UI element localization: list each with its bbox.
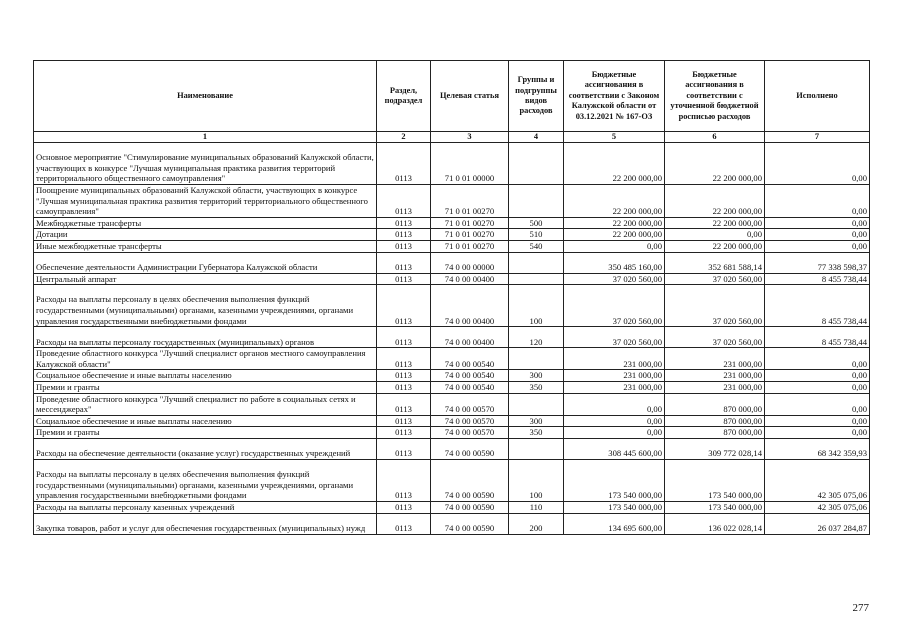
row-name: Расходы на обеспечение деятельности (оказание услуг) государственных учреждений xyxy=(34,438,377,459)
row-name: Межбюджетные трансферты xyxy=(34,217,377,229)
table-row xyxy=(34,459,870,501)
row-done-amount: 68 342 359,93 xyxy=(765,438,870,459)
row-section: 0113 xyxy=(377,348,431,370)
row-target: 74 0 00 00000 xyxy=(431,252,509,273)
row-section: 0113 xyxy=(377,273,431,285)
row-name: Закупка товаров, работ и услуг для обеспечения государственных (муниципальных) нужд xyxy=(34,513,377,534)
row-law-amount: 37 020 560,00 xyxy=(564,273,665,285)
col-number: 5 xyxy=(564,132,665,143)
row-law-amount: 231 000,00 xyxy=(564,370,665,382)
row-target: 71 0 01 00000 xyxy=(431,143,509,185)
row-group xyxy=(509,252,564,273)
row-done-amount: 77 338 598,37 xyxy=(765,252,870,273)
row-plan-amount: 0,00 xyxy=(665,229,765,241)
row-section: 0113 xyxy=(377,217,431,229)
row-law-amount: 350 485 160,00 xyxy=(564,252,665,273)
table-row xyxy=(34,393,870,415)
row-group: 300 xyxy=(509,415,564,427)
row-name: Расходы на выплаты персоналу государственных (муниципальных) органов xyxy=(34,327,377,348)
row-law-amount: 22 200 000,00 xyxy=(564,217,665,229)
col-number: 6 xyxy=(665,132,765,143)
row-target: 74 0 00 00570 xyxy=(431,415,509,427)
header-law: Бюджетные ассигнования в соответствии с Законом Калужской области от 03.12.2021 № 167-ОЗ xyxy=(564,61,665,132)
row-plan-amount: 870 000,00 xyxy=(665,427,765,439)
header-section: Раздел, подраздел xyxy=(377,61,431,132)
row-done-amount: 0,00 xyxy=(765,427,870,439)
table-row xyxy=(34,501,870,513)
row-done-amount: 0,00 xyxy=(765,240,870,252)
row-plan-amount: 231 000,00 xyxy=(665,348,765,370)
row-law-amount: 173 540 000,00 xyxy=(564,459,665,501)
header-done: Исполнено xyxy=(765,61,870,132)
row-target: 71 0 01 00270 xyxy=(431,240,509,252)
row-section: 0113 xyxy=(377,327,431,348)
table-row xyxy=(34,285,870,327)
table-row xyxy=(34,348,870,370)
col-number: 4 xyxy=(509,132,564,143)
row-law-amount: 37 020 560,00 xyxy=(564,327,665,348)
row-name: Премии и гранты xyxy=(34,381,377,393)
row-target: 74 0 00 00570 xyxy=(431,427,509,439)
row-section: 0113 xyxy=(377,393,431,415)
header-row xyxy=(34,61,870,132)
row-law-amount: 308 445 600,00 xyxy=(564,438,665,459)
table-row xyxy=(34,513,870,534)
row-plan-amount: 870 000,00 xyxy=(665,415,765,427)
table-row xyxy=(34,143,870,185)
table-row xyxy=(34,427,870,439)
row-law-amount: 0,00 xyxy=(564,415,665,427)
row-name: Обеспечение деятельности Администрации Губернатора Калужской области xyxy=(34,252,377,273)
row-done-amount: 0,00 xyxy=(765,393,870,415)
row-target: 71 0 01 00270 xyxy=(431,217,509,229)
row-plan-amount: 37 020 560,00 xyxy=(665,327,765,348)
row-law-amount: 173 540 000,00 xyxy=(564,501,665,513)
row-target: 74 0 00 00400 xyxy=(431,285,509,327)
header-group: Группы и подгруппы видов расходов xyxy=(509,61,564,132)
col-number: 7 xyxy=(765,132,870,143)
row-target: 74 0 00 00540 xyxy=(431,348,509,370)
row-target: 74 0 00 00590 xyxy=(431,459,509,501)
row-law-amount: 0,00 xyxy=(564,427,665,439)
row-plan-amount: 22 200 000,00 xyxy=(665,240,765,252)
row-name: Расходы на выплаты персоналу в целях обеспечения выполнения функций государственными (муниципальными) органами, казенными учреждениями, органами управления государственными внебюджетными фондами xyxy=(34,459,377,501)
row-group xyxy=(509,438,564,459)
row-plan-amount: 309 772 028,14 xyxy=(665,438,765,459)
row-done-amount: 0,00 xyxy=(765,348,870,370)
header-target: Целевая статья xyxy=(431,61,509,132)
row-plan-amount: 37 020 560,00 xyxy=(665,273,765,285)
row-section: 0113 xyxy=(377,143,431,185)
row-group xyxy=(509,273,564,285)
row-group: 500 xyxy=(509,217,564,229)
row-group xyxy=(509,143,564,185)
row-target: 74 0 00 00570 xyxy=(431,393,509,415)
row-name: Социальное обеспечение и иные выплаты населению xyxy=(34,370,377,382)
row-name: Премии и гранты xyxy=(34,427,377,439)
table-row xyxy=(34,381,870,393)
row-group: 110 xyxy=(509,501,564,513)
row-plan-amount: 37 020 560,00 xyxy=(665,285,765,327)
row-name: Социальное обеспечение и иные выплаты населению xyxy=(34,415,377,427)
row-section: 0113 xyxy=(377,438,431,459)
row-plan-amount: 173 540 000,00 xyxy=(665,501,765,513)
table-row xyxy=(34,185,870,218)
row-done-amount: 0,00 xyxy=(765,185,870,218)
row-done-amount: 26 037 284,87 xyxy=(765,513,870,534)
row-law-amount: 22 200 000,00 xyxy=(564,185,665,218)
row-name: Расходы на выплаты персоналу казенных учреждений xyxy=(34,501,377,513)
row-target: 71 0 01 00270 xyxy=(431,185,509,218)
table-row xyxy=(34,415,870,427)
row-name: Иные межбюджетные трансферты xyxy=(34,240,377,252)
row-plan-amount: 352 681 588,14 xyxy=(665,252,765,273)
row-done-amount: 8 455 738,44 xyxy=(765,327,870,348)
row-done-amount: 0,00 xyxy=(765,381,870,393)
col-number: 3 xyxy=(431,132,509,143)
row-target: 74 0 00 00590 xyxy=(431,438,509,459)
row-done-amount: 0,00 xyxy=(765,415,870,427)
row-name: Проведение областного конкурса "Лучший специалист органов местного самоуправления Калужской области" xyxy=(34,348,377,370)
row-section: 0113 xyxy=(377,427,431,439)
row-done-amount: 0,00 xyxy=(765,229,870,241)
row-section: 0113 xyxy=(377,229,431,241)
column-number-row xyxy=(34,132,870,143)
row-name: Проведение областного конкурса "Лучший специалист по работе в социальных сетях и мессенджерах" xyxy=(34,393,377,415)
row-done-amount: 42 305 075,06 xyxy=(765,501,870,513)
row-law-amount: 0,00 xyxy=(564,240,665,252)
row-target: 74 0 00 00400 xyxy=(431,327,509,348)
row-name: Расходы на выплаты персоналу в целях обеспечения выполнения функций государственными (муниципальными) органами, казенными учреждениями, органами управления государственными внебюджетными фондами xyxy=(34,285,377,327)
header-name: Наименование xyxy=(34,61,377,132)
row-name: Дотации xyxy=(34,229,377,241)
page-number: 277 xyxy=(852,602,869,614)
row-law-amount: 22 200 000,00 xyxy=(564,143,665,185)
table-row xyxy=(34,370,870,382)
row-done-amount: 8 455 738,44 xyxy=(765,285,870,327)
row-law-amount: 134 695 600,00 xyxy=(564,513,665,534)
table-row xyxy=(34,252,870,273)
row-done-amount: 42 305 075,06 xyxy=(765,459,870,501)
row-section: 0113 xyxy=(377,370,431,382)
row-section: 0113 xyxy=(377,285,431,327)
row-group: 350 xyxy=(509,427,564,439)
table-row xyxy=(34,217,870,229)
row-group xyxy=(509,348,564,370)
row-group: 350 xyxy=(509,381,564,393)
budget-table xyxy=(33,60,870,535)
row-plan-amount: 22 200 000,00 xyxy=(665,143,765,185)
header-plan: Бюджетные ассигнования в соответствии с уточненной бюджетной росписью расходов xyxy=(665,61,765,132)
row-target: 74 0 00 00590 xyxy=(431,501,509,513)
row-group: 510 xyxy=(509,229,564,241)
row-law-amount: 22 200 000,00 xyxy=(564,229,665,241)
row-section: 0113 xyxy=(377,501,431,513)
row-plan-amount: 136 022 028,14 xyxy=(665,513,765,534)
row-plan-amount: 870 000,00 xyxy=(665,393,765,415)
table-row xyxy=(34,273,870,285)
row-section: 0113 xyxy=(377,415,431,427)
row-done-amount: 0,00 xyxy=(765,370,870,382)
row-group: 120 xyxy=(509,327,564,348)
row-done-amount: 0,00 xyxy=(765,143,870,185)
row-target: 74 0 00 00540 xyxy=(431,381,509,393)
row-plan-amount: 231 000,00 xyxy=(665,370,765,382)
row-law-amount: 231 000,00 xyxy=(564,381,665,393)
row-group: 100 xyxy=(509,285,564,327)
row-law-amount: 0,00 xyxy=(564,393,665,415)
row-plan-amount: 22 200 000,00 xyxy=(665,185,765,218)
row-name: Поощрение муниципальных образований Калужской области, участвующих в конкурсе "Лучшая муниципальная практика развития территорий территориального общественного самоуправления" xyxy=(34,185,377,218)
row-section: 0113 xyxy=(377,185,431,218)
table-row xyxy=(34,229,870,241)
row-section: 0113 xyxy=(377,240,431,252)
row-group: 300 xyxy=(509,370,564,382)
row-done-amount: 8 455 738,44 xyxy=(765,273,870,285)
row-law-amount: 37 020 560,00 xyxy=(564,285,665,327)
row-plan-amount: 173 540 000,00 xyxy=(665,459,765,501)
row-plan-amount: 231 000,00 xyxy=(665,381,765,393)
row-target: 74 0 00 00540 xyxy=(431,370,509,382)
row-group xyxy=(509,185,564,218)
row-group: 200 xyxy=(509,513,564,534)
row-name: Центральный аппарат xyxy=(34,273,377,285)
row-section: 0113 xyxy=(377,381,431,393)
row-target: 74 0 00 00400 xyxy=(431,273,509,285)
row-done-amount: 0,00 xyxy=(765,217,870,229)
col-number: 1 xyxy=(34,132,377,143)
table-row xyxy=(34,327,870,348)
row-section: 0113 xyxy=(377,513,431,534)
col-number: 2 xyxy=(377,132,431,143)
row-name: Основное мероприятие "Стимулирование муниципальных образований Калужской области, участвующих в конкурсе "Лучшая муниципальная практика развития территорий территориального общественного самоуправления" xyxy=(34,143,377,185)
row-law-amount: 231 000,00 xyxy=(564,348,665,370)
row-section: 0113 xyxy=(377,459,431,501)
row-group: 540 xyxy=(509,240,564,252)
row-group: 100 xyxy=(509,459,564,501)
row-section: 0113 xyxy=(377,252,431,273)
table-body xyxy=(34,143,870,535)
table-row xyxy=(34,240,870,252)
row-target: 74 0 00 00590 xyxy=(431,513,509,534)
row-target: 71 0 01 00270 xyxy=(431,229,509,241)
row-group xyxy=(509,393,564,415)
table-row xyxy=(34,438,870,459)
row-plan-amount: 22 200 000,00 xyxy=(665,217,765,229)
